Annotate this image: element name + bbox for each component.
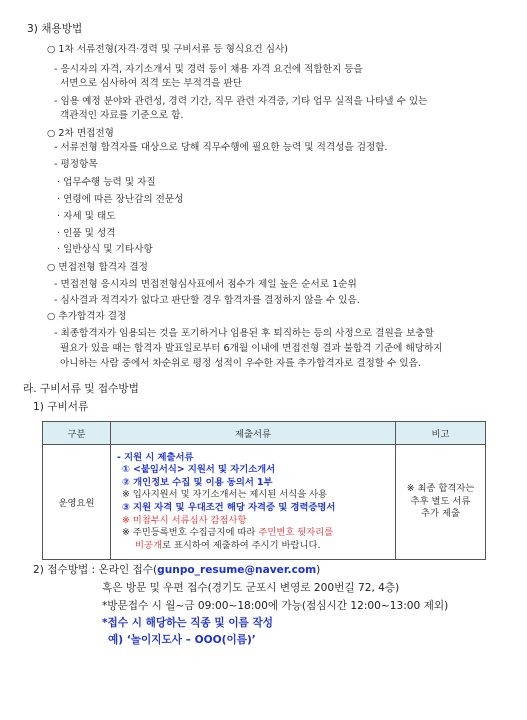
remark-line: 추가 제출 bbox=[421, 508, 460, 520]
stage2-bullet1: - 서류전형 합격자를 대상으로 당해 직무수행에 필요한 능력 및 적격성을 검정함. bbox=[54, 142, 388, 153]
additional-line3: 아니하는 사람 중에서 차순위로 평정 성적이 우수한 자를 추가합격자로 결정할 수 있음. bbox=[60, 358, 421, 369]
eval-item: · 인품 및 성격 bbox=[57, 228, 116, 239]
application-visit-hours: *방문접수 시 월~금 09:00~18:00에 가능(점심시간 12:00~13:00 제외) bbox=[102, 600, 449, 612]
eval-item: · 일반상식 및 기타사항 bbox=[57, 244, 153, 255]
remark-line: 추후 별도 서류 bbox=[410, 495, 471, 507]
application-visit-mail: 혹은 방문 및 우편 접수(경기도 군포시 변영로 200번길 72, 4층) bbox=[102, 582, 400, 594]
header-remarks: 비고 bbox=[396, 422, 486, 445]
application-example: 예) ‘놀이지도사 – OOO(이름)’ bbox=[108, 634, 256, 646]
additional-line2: 필요가 있을 때는 합격자 발표일로부터 6개월 이내에 면접전형 결과 불합격 기준에 해당하지 bbox=[60, 343, 443, 354]
header-category: 구분 bbox=[43, 422, 111, 445]
stage1-bullet1-line1: - 응시자의 자격, 자기소개서 및 경력 등이 채용 자격 요건에 적합한지 등을 bbox=[54, 64, 363, 75]
docs-heading: - 지원 시 제출서류 bbox=[117, 451, 194, 463]
section-title-hiring-method: 3) 채용방법 bbox=[27, 23, 83, 35]
stage1-bullet2-line2: 객관적인 자료를 기준으로 함. bbox=[60, 110, 184, 121]
subsection-required-documents: 1) 구비서류 bbox=[33, 401, 89, 413]
stage1-bullet1-line2: 서면으로 심사하여 적격 또는 부적격을 판단 bbox=[60, 78, 243, 89]
table-row bbox=[43, 445, 486, 560]
stage2-bullet2: - 평정항목 bbox=[54, 159, 98, 170]
decision-heading: ○ 면접전형 합격자 결정 bbox=[47, 262, 148, 273]
section-title-documents: 라. 구비서류 및 접수방법 bbox=[23, 383, 139, 395]
stage2-heading: ○ 2차 면접전형 bbox=[47, 128, 114, 139]
docs-note-resident-number: ※ 주민등록번호 수집금지에 따라 주민번호 뒷자리를 bbox=[122, 527, 334, 539]
header-documents: 제출서류 bbox=[111, 422, 396, 445]
decision-bullet2: - 심사결과 적격자가 없다고 판단할 경우 합격자를 결정하지 않을 수 있음. bbox=[54, 295, 360, 306]
row-label: 운영요원 bbox=[43, 445, 111, 560]
remark-line: ※ 최종 합격자는 bbox=[406, 483, 475, 495]
remarks-cell bbox=[396, 445, 486, 560]
stage1-bullet2-line1: - 임용 예정 분야와 관련성, 경력 기간, 직무 관련 자격증, 기타 업무 실적을 나타낼 수 있는 bbox=[54, 96, 428, 107]
required-documents-table bbox=[42, 421, 486, 560]
docs-item-application: ① <붙임서식> 지원서 및 자기소개서 bbox=[122, 464, 276, 476]
decision-bullet1: - 면접전형 응시자의 면접전형심사표에서 점수가 제일 높은 순서로 1순위 bbox=[54, 279, 357, 290]
docs-item-privacy-consent: ② 개인정보 수집 및 이용 동의서 1부 bbox=[122, 476, 273, 488]
application-email[interactable]: gunpo_resume@naver.com bbox=[157, 564, 317, 576]
docs-note-penalty: ※ 미첨부시 서류심사 감점사항 bbox=[122, 514, 247, 526]
docs-note-resident-number-cont: 비공개로 표시하여 제출하여 주시기 바랍니다. bbox=[135, 539, 321, 551]
additional-line1: - 최종합격자가 임용되는 것을 포기하거나 임용된 후 퇴직하는 등의 사정으로 결원을 보충할 bbox=[54, 328, 434, 339]
application-note-write-name: *접수 시 해당하는 직종 및 이름 작성 bbox=[102, 617, 273, 629]
eval-item: · 자세 및 태도 bbox=[57, 211, 116, 222]
application-method: 2) 접수방법 : 온라인 접수(gunpo_resume@naver.com) bbox=[33, 564, 321, 576]
eval-item: · 연령에 따른 장난감의 전문성 bbox=[57, 194, 184, 205]
table-header-row bbox=[43, 422, 486, 445]
docs-item-certificates: ③ 지원 자격 및 우대조건 해당 자격증 및 경력증명서 bbox=[122, 502, 336, 513]
documents-cell bbox=[111, 445, 396, 560]
docs-note-form: ※ 입사지원서 및 자기소개서는 제시된 서식을 사용 bbox=[122, 489, 328, 501]
stage1-heading: ○ 1차 서류전형(자격·경력 및 구비서류 등 형식요건 심사) bbox=[47, 44, 288, 55]
eval-item: · 업무수행 능력 및 자질 bbox=[57, 177, 156, 188]
additional-heading: ○ 추가합격자 결정 bbox=[47, 311, 127, 322]
